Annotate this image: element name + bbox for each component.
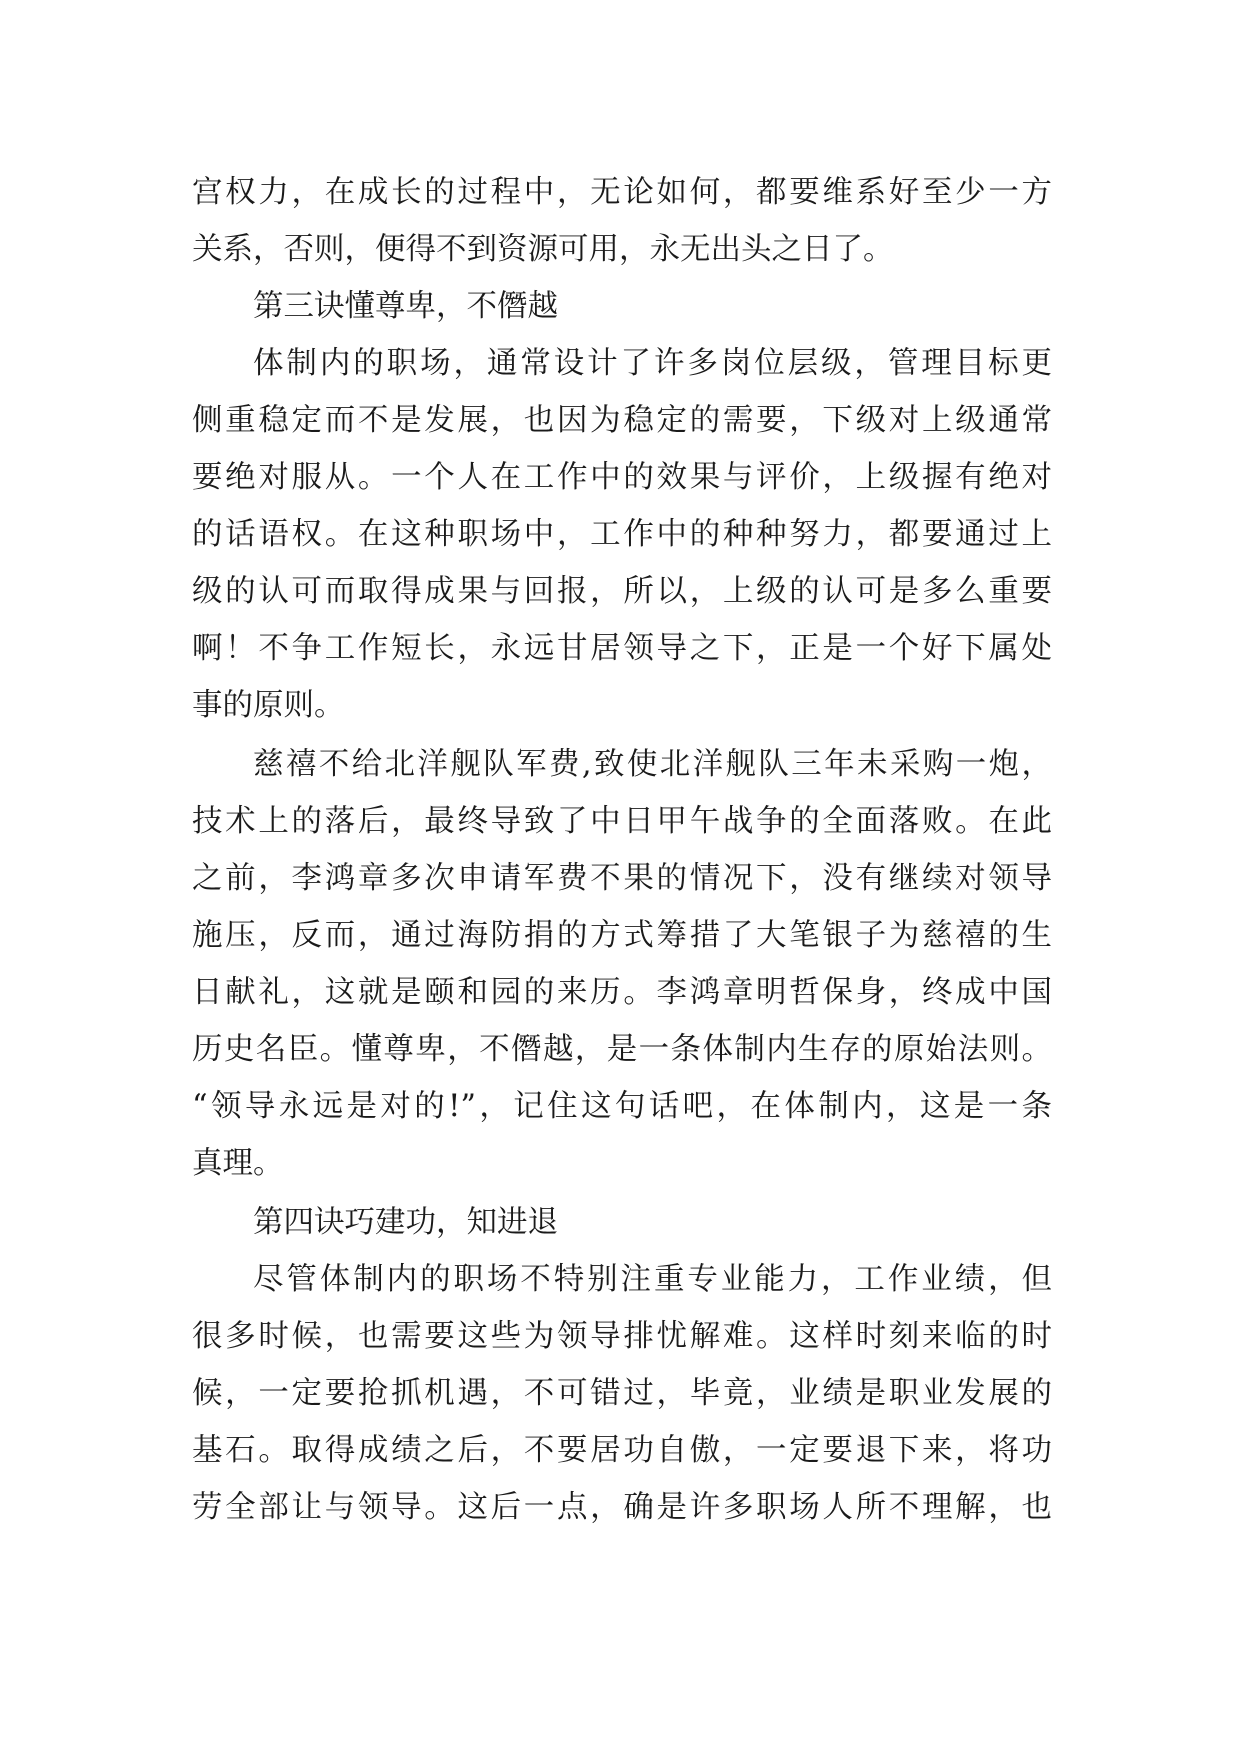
text-line: 技术上的落后，最终导致了中日甲午战争的全面落败。在此 xyxy=(192,804,1052,839)
text-line: 施压，反而，通过海防捐的方式筹措了大笔银子为慈禧的生 xyxy=(192,918,1052,953)
text-line: 要绝对服从。一个人在工作中的效果与评价，上级握有绝对 xyxy=(192,460,1052,495)
text-line: 侧重稳定而不是发展，也因为稳定的需要，下级对上级通常 xyxy=(192,403,1052,438)
text-line: 很多时候，也需要这些为领导排忧解难。这样时刻来临的时 xyxy=(192,1319,1052,1354)
text-line: 之前，李鸿章多次申请军费不果的情况下，没有继续对领导 xyxy=(192,861,1052,896)
text-line: 关系，否则，便得不到资源可用，永无出头之日了。 xyxy=(192,232,894,267)
text-line: 级的认可而取得成果与回报，所以，上级的认可是多么重要 xyxy=(192,574,1052,609)
text-line: 日献礼，这就是颐和园的来历。李鸿章明哲保身，终成中国 xyxy=(192,975,1052,1010)
text-line: 啊！不争工作短长，永远甘居领导之下，正是一个好下属处 xyxy=(192,631,1052,666)
text-line: 慈禧不给北洋舰队军费,致使北洋舰队三年未采购一炮， xyxy=(253,747,1052,782)
text-line: 真理。 xyxy=(192,1146,284,1181)
text-line: 尽管体制内的职场不特别注重专业能力，工作业绩，但 xyxy=(253,1262,1052,1297)
text-line: 的话语权。在这种职场中，工作中的种种努力，都要通过上 xyxy=(192,517,1052,552)
text-line: 宫权力，在成长的过程中，无论如何，都要维系好至少一方 xyxy=(192,175,1052,210)
text-line: 体制内的职场，通常设计了许多岗位层级，管理目标更 xyxy=(253,346,1052,381)
text-line: 基石。取得成绩之后，不要居功自傲，一定要退下来，将功 xyxy=(192,1433,1052,1468)
section-heading: 第三诀懂尊卑，不僭越 xyxy=(253,289,558,324)
text-line: “领导永远是对的!”，记住这句话吧，在体制内，这是一条 xyxy=(192,1089,1052,1124)
text-line: 候，一定要抢抓机遇，不可错过，毕竟，业绩是职业发展的 xyxy=(192,1376,1052,1411)
text-line: 劳全部让与领导。这后一点，确是许多职场人所不理解，也 xyxy=(192,1490,1052,1525)
text-line: 事的原则。 xyxy=(192,688,345,723)
text-line: 历史名臣。懂尊卑，不僭越，是一条体制内生存的原始法则。 xyxy=(192,1032,1052,1067)
section-heading: 第四诀巧建功，知进退 xyxy=(253,1205,558,1240)
